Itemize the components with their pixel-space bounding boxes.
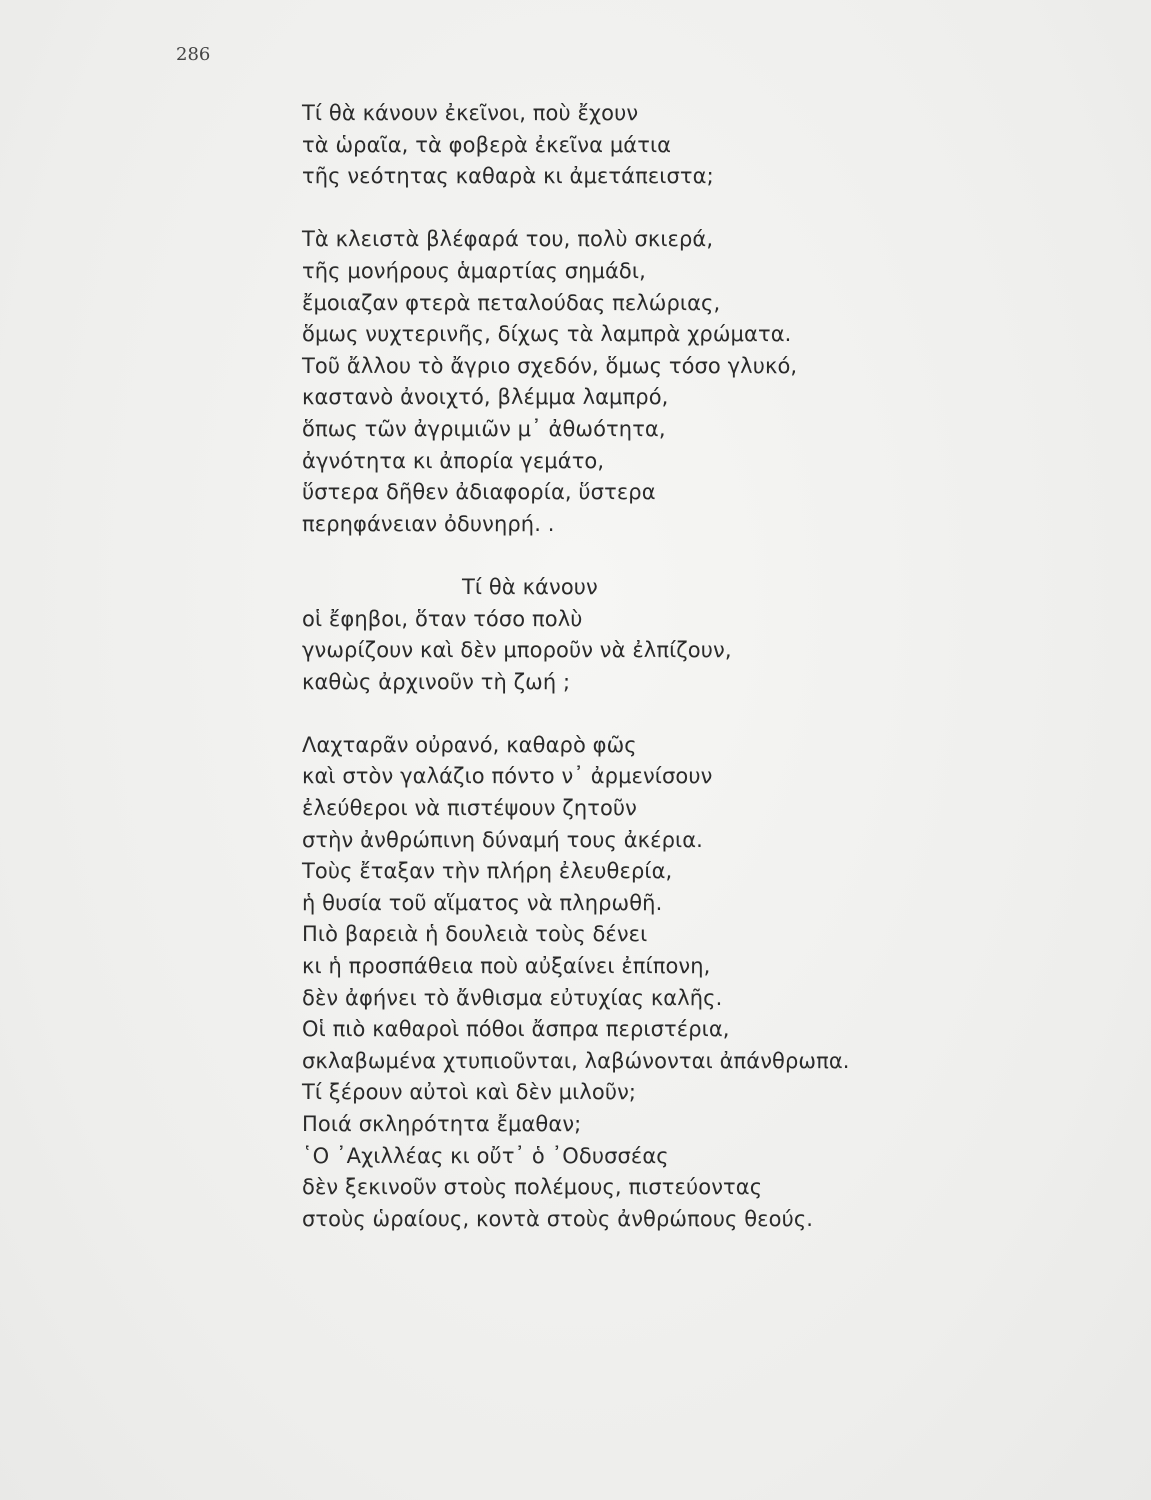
poem-line: Τί θὰ κάνουν ἐκεῖνοι, ποὺ ἔχουν <box>302 101 639 125</box>
poem-line: καστανὸ ἀνοιχτό, βλέμμα λαμπρό, <box>302 385 669 410</box>
poem-line: κι ἡ προσπάθεια ποὺ αὐξαίνει ἐπίπονη, <box>302 954 711 979</box>
poem-line: καὶ στὸν γαλάζιο πόντο ν᾽ ἀρμενίσουν <box>302 764 713 789</box>
poem-line: τὰ ὡραῖα, τὰ φοβερὰ ἐκεῖνα μάτια <box>302 132 672 157</box>
poem-line: σκλαβωμένα χτυπιοῦνται, λαβώνονται ἀπάνθρωπα. <box>302 1048 850 1073</box>
poem-line: ὅμως νυχτερινῆς, δίχως τὰ λαμπρὰ χρώματα. <box>302 322 792 347</box>
poem-line: Πιὸ βαρειὰ ἡ δουλειὰ τοὺς δένει <box>302 922 648 947</box>
stanza-break <box>302 193 1002 225</box>
stanza-break <box>302 540 1002 572</box>
stanza-break <box>302 698 1002 730</box>
poem <box>302 98 1002 1235</box>
poem-line: τῆς μονήρους ἁμαρτίας σημάδι, <box>302 258 646 283</box>
poem-line: ἀγνότητα κι ἀπορία γεμάτο, <box>302 448 605 473</box>
poem-line: ῾Ο ᾽Αχιλλέας κι οὔτ᾽ ὁ ᾽Οδυσσέας <box>302 1143 669 1168</box>
poem-line: Οἱ πιὸ καθαροὶ πόθοι ἄσπρα περιστέρια, <box>302 1017 730 1042</box>
poem-line: ἡ θυσία τοῦ αἵματος νὰ πληρωθῆ. <box>302 890 663 915</box>
poem-line: γνωρίζουν καὶ δὲν μποροῦν νὰ ἐλπίζουν, <box>302 638 732 663</box>
poem-line-indented: Τί θὰ κάνουν <box>462 574 598 599</box>
poem-line: Τοῦ ἄλλου τὸ ἄγριο σχεδόν, ὅμως τόσο γλυκό, <box>302 353 798 378</box>
poem-line: οἱ ἔφηβοι, ὅταν τόσο πολὺ <box>302 606 583 631</box>
poem-line: στὴν ἀνθρώπινη δύναμή τους ἀκέρια. <box>302 827 703 852</box>
poem-line: τῆς νεότητας καθαρὰ κι ἀμετάπειστα; <box>302 164 714 189</box>
poem-line: στοὺς ὡραίους, κοντὰ στοὺς ἀνθρώπους θεούς. <box>302 1206 814 1231</box>
poem-line: Λαχταρᾶν οὐρανό, καθαρὸ φῶς <box>302 732 637 757</box>
poem-line: Τί ξέρουν αὐτοὶ καὶ δὲν μιλοῦν; <box>302 1080 637 1105</box>
poem-line: δὲν ἀφήνει τὸ ἄνθισμα εὐτυχίας καλῆς. <box>302 985 723 1010</box>
poem-line: Τὰ κλειστὰ βλέφαρά του, πολὺ σκιερά, <box>302 227 714 252</box>
poem-line: καθὼς ἀρχινοῦν τὴ ζωή ; <box>302 669 571 694</box>
poem-line: ἔμοιαζαν φτερὰ πεταλούδας πελώριας, <box>302 290 721 315</box>
poem-line: δὲν ξεκινοῦν στοὺς πολέμους, πιστεύοντας <box>302 1175 763 1200</box>
poem-line: ἐλεύθεροι νὰ πιστέψουν ζητοῦν <box>302 796 638 821</box>
poem-line: περηφάνειαν ὀδυνηρή. . <box>302 511 555 536</box>
poem-line: Ποιά σκληρότητα ἔμαθαν; <box>302 1112 582 1136</box>
poem-line: ὅπως τῶν ἀγριμιῶν μ᾽ ἀθωότητα, <box>302 416 666 441</box>
poem-line: ὕστερα δῆθεν ἀδιαφορία, ὕστερα <box>302 480 656 505</box>
poem-line: Τοὺς ἔταξαν τὴν πλήρη ἐλευθερία, <box>302 859 673 884</box>
page-number: 286 <box>176 44 211 65</box>
